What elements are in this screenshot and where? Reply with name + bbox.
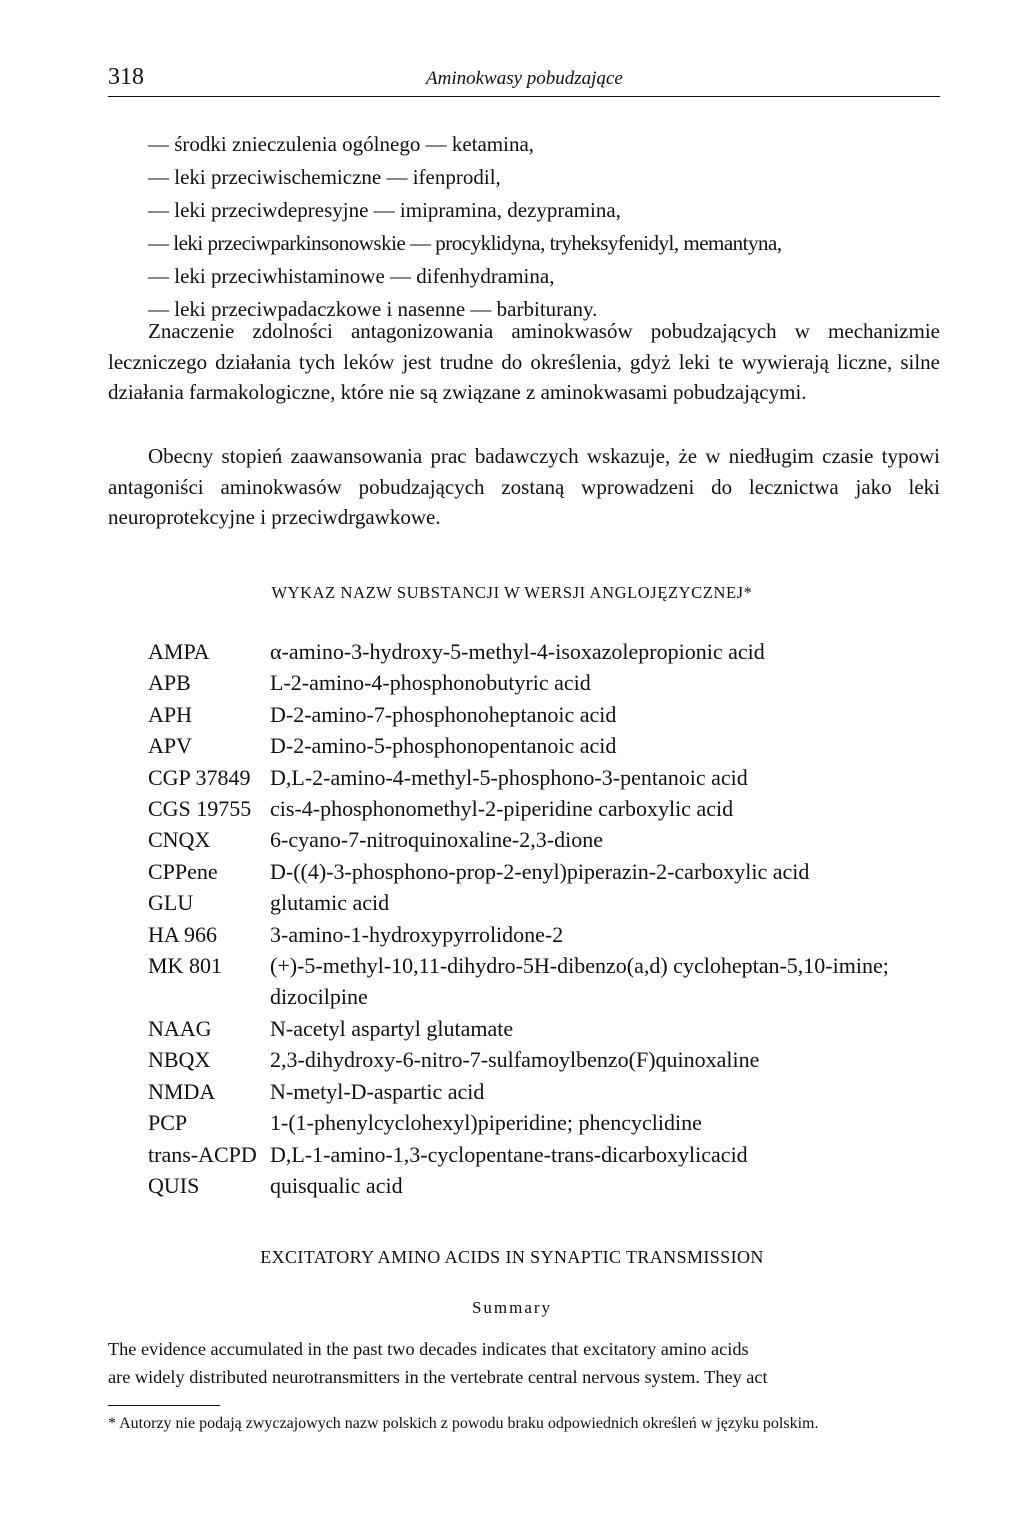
list-item: — leki przeciwparkinsonowskie — procyklidyna, tryheksyfenidyl, memantyna, [148,231,782,255]
abbreviation: GLU [148,890,194,916]
abbreviation-row [148,856,948,887]
abbreviation-expansion: N-metyl-D-aspartic acid [270,1078,485,1104]
abbreviation-row [148,762,948,793]
abbreviation: HA 966 [148,921,218,947]
footnote: * Autorzy nie podają zwyczajowych nazw polskich z powodu braku odpowiednich określeń w języku polskim. [108,1415,819,1432]
abbreviation-row [148,793,948,824]
abbreviation: NAAG [148,1015,212,1041]
english-title: EXCITATORY AMINO ACIDS IN SYNAPTIC TRANSMISSION [260,1247,764,1267]
abbreviation-row [148,1139,948,1170]
page-header [108,62,940,97]
abbreviations-heading: WYKAZ NAZW SUBSTANCJI W WERSJI ANGLOJĘZYCZNEJ* [271,583,753,602]
paragraph: Znaczenie zdolności antagonizowania aminokwasów pobudzających w mechanizmie leczniczego działania tych leków jest trudne do określenia, gdyż leki te wywierają liczne, silne działania farmakologiczne, które nie są związane z aminokwasami pobudzającymi. [108,319,940,405]
abbreviation-row [148,667,948,698]
abbreviation: MK 801 [148,953,222,979]
abbreviation-row [148,824,948,855]
list-item: — leki przeciwdepresyjne — imipramina, dezypramina, [148,198,621,222]
abbreviation-expansion: 1-(1-phenylcyclohexyl)piperidine; phencyclidine [270,1110,702,1136]
abbreviation-row [148,699,948,730]
abbreviation-expansion: D,L-1-amino-1,3-cyclopentane-trans-dicarboxylicacid [270,1141,748,1167]
list-item: — leki przeciwpadaczkowe i nasenne — barbiturany. [148,297,598,321]
footnote-rule [108,1405,220,1406]
abbreviation-row [148,950,948,1013]
abbreviation-expansion: α-amino-3-hydroxy-5-methyl-4-isoxazolepropionic acid [270,639,765,664]
abbreviation: APB [148,670,191,696]
abbreviation-expansion: 3-amino-1-hydroxypyrrolidone-2 [270,921,564,947]
running-title: Aminokwasy pobudzające [426,68,623,89]
abbreviation-row [148,1044,948,1075]
list-item: — leki przeciwischemiczne — ifenprodil, [148,165,501,189]
abbreviation: AMPA [148,639,210,664]
abbreviation-expansion: N-acetyl aspartyl glutamate [270,1015,514,1041]
abbreviation-expansion: quisqualic acid [270,1172,403,1198]
abbreviation: CNQX [148,827,211,853]
abbreviation: PCP [148,1110,188,1136]
summary-heading: Summary [471,1298,553,1317]
drug-list [148,128,948,326]
abbreviation: NBQX [148,1047,211,1073]
abbreviation: APV [148,733,193,759]
abbreviation-expansion: D-2-amino-7-phosphonoheptanoic acid [270,701,617,727]
abbreviation-expansion: 6-cyano-7-nitroquinoxaline-2,3-dione [270,827,603,853]
summary-line: are widely distributed neurotransmitters in the vertebrate central nervous system. They act [108,1366,768,1387]
abbreviation-list [148,636,948,1201]
list-item: — środki znieczulenia ogólnego — ketamina, [148,132,535,156]
summary-text [108,1336,953,1391]
abbreviation: CPPene [148,858,218,884]
abbreviation-row [148,730,948,761]
abbreviation: APH [148,701,193,727]
abbreviation-row [148,1170,948,1201]
abbreviation-expansion: (+)-5-methyl-10,11-dihydro-5H-dibenzo(a,d) cycloheptan-5,10-imine; dizocilpine [270,953,889,1010]
abbreviation-expansion: cis-4-phosphonomethyl-2-piperidine carboxylic acid [270,796,734,822]
abbreviation-row [148,887,948,918]
page-number: 318 [108,64,144,90]
abbreviation: QUIS [148,1172,200,1198]
abbreviation-expansion: 2,3-dihydroxy-6-nitro-7-sulfamoylbenzo(F)quinoxaline [270,1047,760,1073]
list-item: — leki przeciwhistaminowe — difenhydramina, [148,264,555,288]
abbreviation: CGP 37849 [148,764,251,790]
summary-line: The evidence accumulated in the past two decades indicates that excitatory amino acids [108,1339,749,1359]
abbreviation-row [148,1013,948,1044]
abbreviation-expansion: L-2-amino-4-phosphonobutyric acid [270,670,591,696]
abbreviation-row [148,1107,948,1138]
abbreviation-row [148,919,948,950]
abbreviation-expansion: D-((4)-3-phosphono-prop-2-enyl)piperazin-2-carboxylic acid [270,858,810,884]
paragraph: Obecny stopień zaawansowania prac badawczych wskazuje, że w niedługim czasie typowi antagoniści aminokwasów pobudzających zostaną wprowadzeni do lecznictwa jako leki neuroprotekcyjne i przeciwdrgawkowe. [108,444,940,530]
abbreviation: NMDA [148,1078,216,1104]
abbreviation: CGS 19755 [148,796,252,822]
abbreviation-expansion: D,L-2-amino-4-methyl-5-phosphono-3-pentanoic acid [270,764,748,790]
abbreviation-expansion: glutamic acid [270,890,390,916]
abbreviation-row [148,636,948,667]
abbreviation-expansion: D-2-amino-5-phosphonopentanoic acid [270,733,617,759]
abbreviation-row [148,1076,948,1107]
abbreviation: trans-ACPD [148,1141,257,1167]
